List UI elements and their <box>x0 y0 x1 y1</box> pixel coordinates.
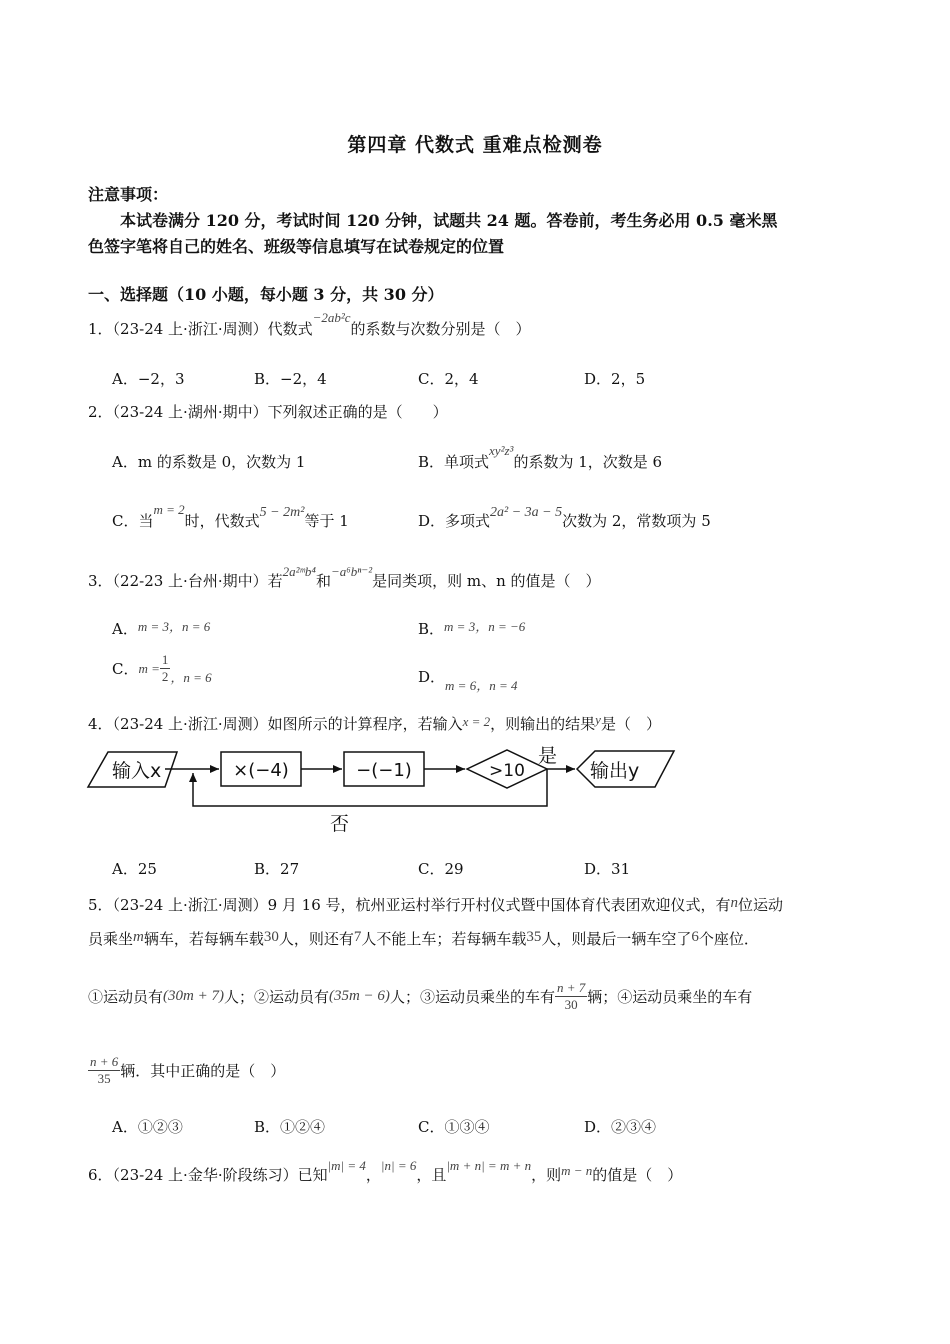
q5-m: m <box>133 929 144 945</box>
q1-stem-a: 1．（23-24 上·浙江·周测）代数式 <box>88 320 313 338</box>
q3-a-expression: m = 3，n = 6 <box>137 619 211 634</box>
q5-fraction-1 <box>555 980 587 1013</box>
flow-input-label: 输入x <box>112 760 162 782</box>
q6-stem-a: 6．（23-24 上·金华·阶段练习）已知 <box>88 1166 328 1184</box>
q1-expression: −2ab²c <box>312 310 351 325</box>
question-5-line-1 <box>88 894 783 915</box>
q5-fraction-2 <box>88 1054 120 1087</box>
q5-line2-c: 人，则还有 <box>278 930 354 948</box>
q2-c-mid: 时，代数式 <box>184 512 260 530</box>
q6-separator: ， <box>365 1166 381 1184</box>
q2-b-post: 的系数为 1，次数是 6 <box>513 453 663 471</box>
q5-seven: 7 <box>353 929 362 945</box>
q6-then: ，则 <box>531 1166 562 1184</box>
q4-option-b: B．27 <box>254 860 300 878</box>
q3-expression-2: −a⁶bⁿ⁻² <box>330 564 373 579</box>
q3-stem-b: 是同类项，则 m、n 的值是（ ） <box>372 572 601 590</box>
q2-option-a: A．m 的系数是 0，次数为 1 <box>112 453 306 471</box>
q5-s4-b: 辆．其中正确的是（ ） <box>120 1062 286 1080</box>
question-5-statements-end <box>88 1054 285 1087</box>
q4-stem-c: 是（ ） <box>600 715 661 733</box>
q1-option-c: C．2，4 <box>418 370 479 388</box>
q5-line2-f: 个座位． <box>698 930 759 948</box>
q5-option-b: B．①②④ <box>254 1118 326 1136</box>
q5-six: 6 <box>691 929 699 945</box>
q6-expression-2: |n| = 6 <box>380 1158 417 1173</box>
q4-stem-b: ，则输出的结果 <box>490 715 596 733</box>
notice-line-1: 本试卷满分 120 分，考试时间 120 分钟，试题共 24 题。答卷前，考生务必用 0.5 毫米黑 <box>120 211 778 230</box>
q3-d-expression: m = 6，n = 4 <box>445 678 518 693</box>
flow-output-label: 输出y <box>590 760 640 782</box>
question-2-stem: 2．（23-24 上·湖州·期中）下列叙述正确的是（ ） <box>88 403 448 421</box>
q3-b-label: B． <box>418 620 445 638</box>
q6-stem-b: 的值是（ ） <box>592 1166 683 1184</box>
q2-c-post: 等于 1 <box>304 512 349 530</box>
q2-d-expression: 2a² − 3a − 5 <box>490 505 563 520</box>
notice-line-2: 色签字笔将自己的姓名、班级等信息填写在试卷规定的位置 <box>88 237 505 256</box>
q5-s2-b: 人；③运动员乘坐的车有 <box>389 988 555 1006</box>
q5-s1-a: ①运动员有 <box>88 988 164 1006</box>
q4-stem-a: 4．（23-24 上·浙江·周测）如图所示的计算程序，若输入 <box>88 715 463 733</box>
flow-yes-label: 是 <box>538 745 558 767</box>
q5-s1-expression: (30m + 7) <box>163 988 224 1004</box>
q5-line1-b: 位运动 <box>738 896 784 914</box>
q6-expression-4: m − n <box>561 1163 593 1178</box>
q5-s2-expression: (35m − 6) <box>328 988 390 1004</box>
q3-c-denominator: 2 <box>161 669 169 684</box>
q5-line1-a: 5．（23-24 上·浙江·周测）9 月 16 号，杭州亚运村举行开村仪式暨中国体育代表团欢迎仪式，有 <box>88 896 731 914</box>
q1-option-b: B．−2，4 <box>254 370 327 388</box>
q6-expression-1: |m| = 4 <box>327 1158 366 1173</box>
q1-option-d: D．2，5 <box>584 370 646 388</box>
q5-line2-e: 人，则最后一辆车空了 <box>541 930 692 948</box>
q2-d-pre: D．多项式 <box>418 512 491 530</box>
q3-c-m: m = <box>138 660 160 676</box>
notice-heading: 注意事项： <box>88 185 169 204</box>
flow-condition-label: >10 <box>489 761 525 781</box>
question-5-line-2 <box>88 928 759 949</box>
q5-line2-a: 员乘坐 <box>88 930 134 948</box>
q5-f2-numerator: n + 6 <box>90 1054 119 1069</box>
q3-c-label: C． <box>112 660 139 678</box>
flow-step-2-label: −(−1) <box>356 760 412 781</box>
q5-option-d: D．②③④ <box>584 1118 657 1136</box>
q2-b-expression: xy²z³ <box>489 443 514 458</box>
flow-step-1-label: ×(−4) <box>233 760 289 781</box>
q3-a-label: A． <box>112 620 138 638</box>
q4-x-expression: x = 2 <box>462 714 491 729</box>
q6-and: ，且 <box>416 1166 447 1184</box>
section-heading: 一、选择题（10 小题，每小题 3 分，共 30 分） <box>88 285 444 304</box>
q2-b-pre: B．单项式 <box>418 453 490 471</box>
q1-stem-b: 的系数与次数分别是（ ） <box>350 320 531 338</box>
flow-no-label: 否 <box>330 813 350 835</box>
q4-y-expression: y <box>595 712 601 727</box>
q4-option-a: A．25 <box>112 860 157 878</box>
q5-n: n <box>730 895 739 911</box>
q4-option-c: C．29 <box>418 860 464 878</box>
q2-c-pre: C．当 <box>112 512 154 530</box>
q4-option-d: D．31 <box>584 860 631 878</box>
q5-thirty: 30 <box>263 929 279 945</box>
q5-option-c: C．①③④ <box>418 1118 490 1136</box>
q3-c-n: ，n = 6 <box>170 670 212 685</box>
q3-stem-a: 3．（22-23 上·台州·期中）若 <box>88 572 283 590</box>
question-5-statements <box>88 980 752 1013</box>
q5-thirtyfive: 35 <box>526 929 542 945</box>
q5-f1-numerator: n + 7 <box>556 980 586 995</box>
q5-option-a: A．①②③ <box>112 1118 183 1136</box>
q3-c-numerator: 1 <box>161 652 169 667</box>
q2-d-post: 次数为 2，常数项为 5 <box>562 512 711 530</box>
question-6-stem <box>88 1158 683 1185</box>
page-title: 第四章 代数式 重难点检测卷 <box>347 134 603 156</box>
q3-and: 和 <box>315 572 331 590</box>
q5-s1-b: 人；②运动员有 <box>223 988 329 1006</box>
q5-s3-b: 辆；④运动员乘坐的车有 <box>587 988 753 1006</box>
q3-d-label: D． <box>418 668 446 686</box>
q6-expression-3: |m + n| = m + n <box>446 1158 532 1173</box>
q5-f2-denominator: 35 <box>97 1071 111 1086</box>
q3-expression-1: 2a²ᵐb⁴ <box>282 564 316 579</box>
q5-f1-denominator: 30 <box>564 997 578 1012</box>
q2-c-expression-1: m = 2 <box>153 502 185 517</box>
q5-line2-d: 人不能上车；若每辆车载 <box>361 930 527 948</box>
q5-line2-b: 辆车，若每辆车载 <box>143 930 264 948</box>
q3-b-expression: m = 3，n = −6 <box>444 619 526 634</box>
q1-option-a: A．−2，3 <box>112 370 185 388</box>
q2-c-expression-2: 5 − 2m² <box>259 505 305 520</box>
